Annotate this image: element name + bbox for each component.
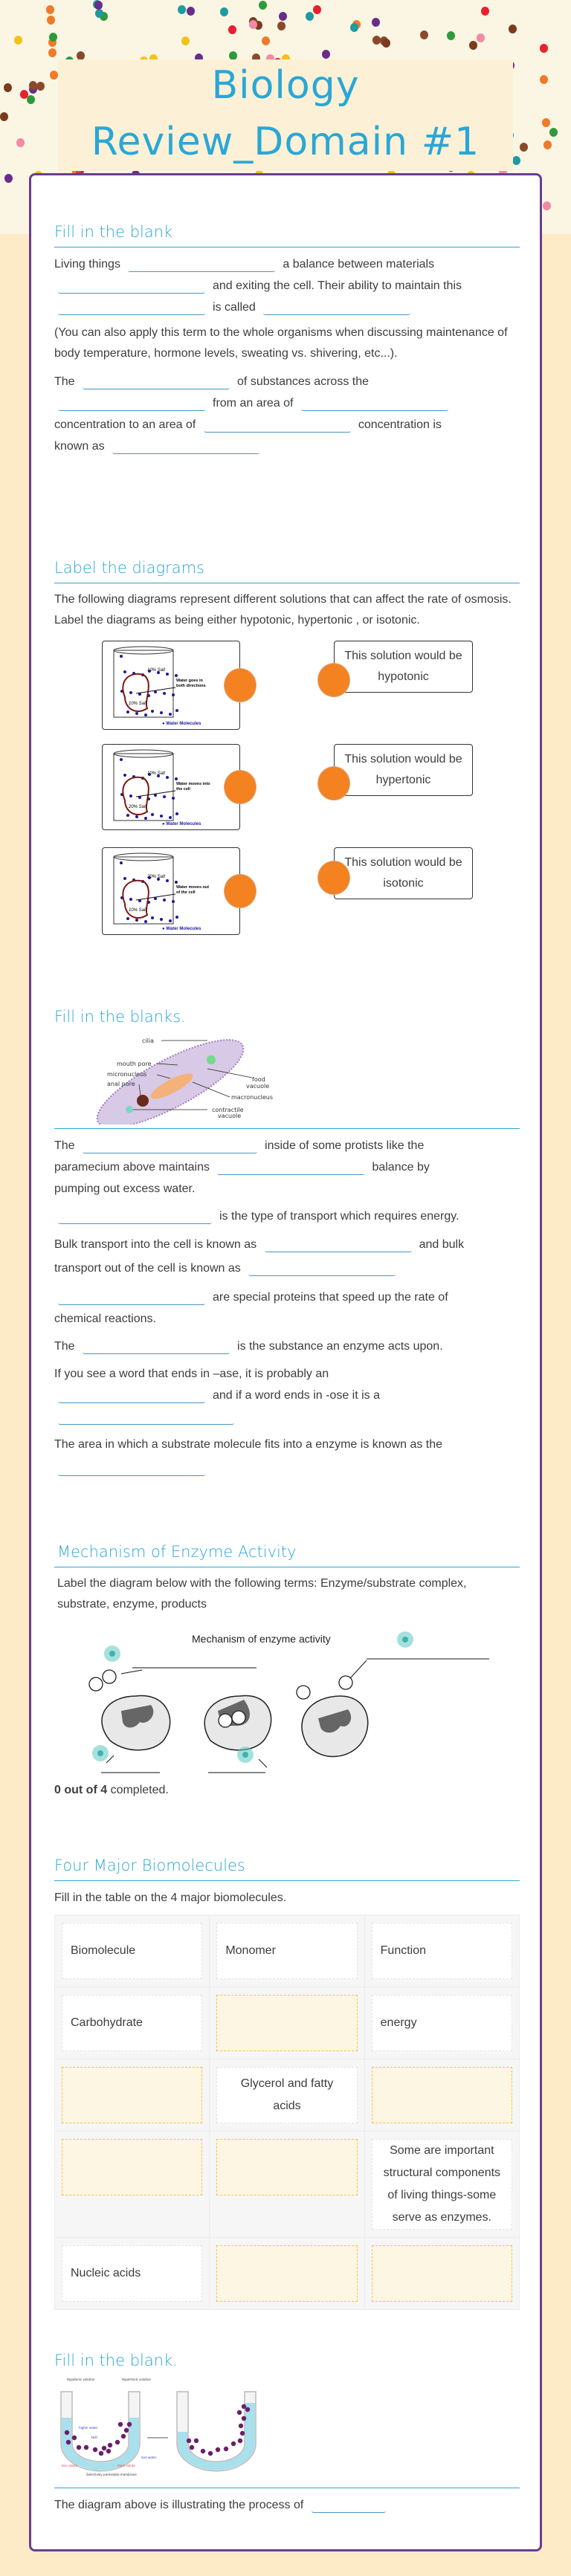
legend-label: ● Water Molecules [162, 927, 201, 931]
section-fill-in-the-blanks [54, 1008, 520, 1479]
drop-zone[interactable] [372, 2067, 512, 2123]
table-cell [210, 2238, 364, 2310]
polka-dot [259, 1, 267, 10]
label-macronucleus: macronucleus [231, 1094, 274, 1101]
polka-dot [520, 143, 528, 152]
text: and exiting the cell. Their ability to maintain this [213, 279, 462, 292]
table-row [55, 2059, 520, 2132]
table-cell [364, 1987, 519, 2059]
section-heading: Fill in the blanks. [54, 1008, 186, 1026]
intro-text: Label the diagram below with the following terms: Enzyme/substrate complex, substrate, enzyme, products [57, 1577, 467, 1611]
osmosis-diagram [102, 847, 240, 935]
polka-dot [187, 7, 195, 16]
label-more-solute: more solute [117, 2464, 135, 2467]
polka-dot [27, 95, 35, 104]
cell-text: Carbohydrate [62, 1995, 202, 2051]
intro-text: Fill in the table on the 4 major biomolecules. [54, 1891, 287, 1904]
text: known as [54, 440, 105, 453]
osmosis-u-tube-diagram [58, 2377, 274, 2481]
biomolecule-table [54, 1915, 520, 2310]
label-vacuole-2: vacuole [218, 1113, 242, 1119]
section-biomolecules [54, 1857, 520, 2310]
drop-zone[interactable] [62, 2067, 202, 2123]
text: concentration to an area of [54, 418, 196, 431]
table-row [55, 1987, 520, 2059]
blank-input[interactable] [58, 1410, 234, 1425]
blank-input[interactable] [58, 1290, 205, 1305]
label-less-water: less water [141, 2456, 157, 2459]
outer-salt-label: 10% Salt [147, 771, 166, 776]
cell-text: Glycerol and fatty acids [216, 2067, 357, 2123]
polka-dot [94, 1, 103, 10]
polka-dot [540, 44, 548, 53]
drop-zone[interactable] [216, 1995, 357, 2051]
diagram-title: Mechanism of enzyme activity [192, 1633, 331, 1645]
blank-input[interactable] [58, 396, 205, 411]
inner-salt-label: 20% Salt [129, 805, 147, 809]
table-row [55, 2238, 520, 2310]
text: a balance between materials [283, 258, 435, 271]
label-hypertonic: Hypertonic solution [122, 2378, 151, 2381]
solute-molecule [77, 2445, 81, 2450]
label-vacuole: vacuole [246, 1083, 270, 1090]
polka-dot [47, 16, 55, 25]
polka-dot [540, 75, 548, 84]
solute-molecule [84, 2445, 88, 2450]
polka-dot [542, 118, 550, 127]
blank-input[interactable] [58, 1209, 212, 1224]
text: Bulk transport into the cell is known as [54, 1238, 257, 1251]
label-text: This solution would be hypotonic [344, 650, 462, 683]
label-contractile: contractile [212, 1107, 244, 1113]
label-hotspot-3[interactable] [92, 1745, 109, 1761]
section-label-diagrams [54, 559, 520, 960]
text: is the substance an enzyme acts upon. [237, 1340, 443, 1353]
polka-dot [181, 36, 190, 45]
solute-molecule [65, 2430, 69, 2435]
drag-hotspot[interactable] [224, 668, 257, 702]
intro-text: The following diagrams represent different solutions that can affect the rate of osmosis. Label the diagrams as being either hypotonic, hypertonic , or isotonic. [54, 593, 512, 627]
label-cilia: cilia [142, 1038, 154, 1044]
table-cell [364, 2238, 519, 2310]
text: The area in which a substrate molecule fits into a enzyme is known as the [54, 1438, 443, 1451]
blank-input[interactable] [312, 2498, 386, 2513]
progress-suffix: completed. [110, 1784, 169, 1796]
table-cell [55, 1915, 210, 1987]
diagram-row [102, 744, 474, 830]
solute-molecule [124, 2428, 129, 2433]
solute-molecule [66, 2440, 71, 2444]
label-hotspot-1[interactable] [104, 1645, 120, 1662]
polka-dot [481, 7, 489, 16]
table-cell [364, 2132, 519, 2238]
polka-dot [4, 174, 13, 183]
page-title [58, 59, 513, 171]
paragraph [54, 371, 520, 457]
paragraph [54, 1287, 520, 1330]
polka-dot [36, 82, 45, 91]
blank-input[interactable] [301, 396, 448, 411]
legend-label: ● Water Molecules [162, 722, 201, 726]
divider [54, 1128, 520, 1129]
blank-input[interactable] [58, 279, 205, 294]
paragraph [54, 253, 520, 318]
text: pumping out excess water. [54, 1182, 196, 1195]
diagram-row [102, 641, 474, 730]
inner-salt-label: 10% Salt [129, 908, 147, 913]
text: transport out of the cell is known as [54, 1262, 241, 1275]
section-heading: Fill in the blank. [54, 2352, 178, 2369]
table-cell [55, 2132, 210, 2238]
table-cell [55, 2059, 210, 2132]
label-micronucleus: micronucleus [107, 1071, 147, 1078]
text: and if a word ends in -ose it is a [213, 1389, 381, 1402]
table-cell [55, 1987, 210, 2059]
polka-dot [477, 33, 485, 42]
paragraph [54, 1363, 520, 1428]
solute-molecule [242, 2404, 246, 2409]
polka-dot [543, 140, 552, 149]
polka-dot [178, 5, 186, 14]
polka-dot [29, 81, 37, 90]
blank-input[interactable] [58, 1388, 205, 1403]
outer-salt-label: 20% Salt [147, 875, 166, 879]
label-mouth-pore: mouth pore [117, 1061, 152, 1067]
polka-dot [350, 23, 358, 32]
blank-input[interactable] [263, 300, 410, 315]
polka-dot [20, 90, 28, 99]
draggable-label[interactable] [334, 847, 473, 899]
blank-input[interactable] [83, 1139, 257, 1153]
solute-molecule [237, 2410, 242, 2415]
solute-molecule [190, 2445, 194, 2450]
blank-input[interactable] [58, 1461, 205, 1476]
label-text: This solution would be hypertonic [344, 753, 462, 786]
polka-dot [46, 5, 54, 14]
polka-dot [469, 41, 477, 50]
table-cell [210, 1915, 364, 1987]
section-heading: Label the diagrams [54, 559, 520, 583]
table-cell [210, 2059, 364, 2132]
paragraph [54, 1434, 520, 1479]
cell-text: Nucleic acids [62, 2245, 202, 2302]
blank-input[interactable] [58, 300, 205, 315]
text: is called [213, 301, 256, 314]
label-connector-dot[interactable] [317, 766, 350, 800]
solute-molecule [216, 2447, 220, 2452]
drop-zone[interactable] [372, 2245, 512, 2302]
solute-molecule [240, 2431, 245, 2436]
polka-dot [0, 112, 8, 121]
label-h2o: H₂O [91, 2436, 97, 2439]
text: balance by [372, 1161, 430, 1174]
label-text: This solution would be isotonic [344, 856, 462, 890]
text: are special proteins that speed up the rate of [213, 1291, 448, 1304]
label-hotspot-4[interactable] [237, 1747, 254, 1763]
text: If you see a word that ends in –ase, it is probably an [54, 1368, 329, 1380]
enzyme-diagram [54, 1622, 500, 1774]
section-heading: Mechanism of Enzyme Activity [54, 1543, 520, 1567]
solute-molecule [99, 2451, 103, 2456]
polka-dot [447, 31, 455, 40]
solute-molecule [194, 2439, 199, 2443]
polka-dot [228, 25, 236, 34]
blank-input[interactable] [112, 439, 259, 454]
arrow-label: Water goes in both directions [176, 679, 206, 688]
osmosis-diagram [102, 641, 240, 730]
text: Living things [54, 258, 120, 271]
polka-dot [277, 22, 286, 30]
table-cell [364, 2059, 519, 2132]
cell-text: Biomolecule [62, 1923, 202, 1979]
label-anal-pore: anal pore [107, 1081, 135, 1087]
solute-molecule [245, 2407, 250, 2412]
polka-dot [48, 48, 57, 57]
table-cell [364, 1915, 519, 1987]
section-enzyme-activity [54, 1543, 520, 1801]
text: The [54, 1340, 75, 1353]
text: and bulk [419, 1238, 465, 1251]
polka-dot [220, 7, 228, 16]
cell-text: Function [372, 1923, 512, 1979]
paramecium-diagram [74, 1032, 297, 1124]
section-fill-in-the-blank [54, 223, 520, 457]
osmosis-diagram [102, 744, 240, 830]
polka-dot [262, 36, 270, 45]
polka-dot [372, 36, 381, 45]
solute-molecule [93, 2447, 97, 2452]
label-hypotonic: Hypotonic solution [67, 2378, 95, 2381]
paragraph [54, 1336, 520, 1357]
solute-molecule [115, 2440, 120, 2444]
worksheet-card [29, 173, 542, 2551]
table-cell [210, 1987, 364, 2059]
progress-count: 0 out of 4 [54, 1784, 108, 1796]
polka-dot [14, 36, 22, 45]
text: chemical reactions. [54, 1313, 156, 1325]
draggable-label[interactable] [334, 744, 473, 796]
diagram-row [102, 847, 474, 935]
title-line-1: Biology [211, 63, 360, 108]
solute-molecule [238, 2439, 242, 2443]
blank-input[interactable] [217, 1160, 364, 1175]
polka-dot [4, 83, 12, 92]
polka-dot [322, 50, 330, 59]
text: The diagram above is illustrating the process of [54, 2499, 304, 2511]
table-row [55, 2132, 520, 2238]
draggable-label[interactable] [334, 641, 473, 693]
solute-molecule [239, 2424, 243, 2428]
solute-molecule [224, 2447, 228, 2451]
label-connector-dot[interactable] [317, 861, 350, 895]
label-less-solute: less solute [62, 2464, 78, 2467]
section-heading: Four Major Biomolecules [54, 1857, 520, 1881]
polka-dot [382, 39, 390, 48]
solute-molecule [127, 2422, 132, 2427]
text: is the type of transport which requires energy. [219, 1210, 459, 1223]
label-connector-dot[interactable] [317, 663, 350, 697]
polka-dot [279, 12, 287, 21]
solute-molecule [208, 2451, 213, 2456]
label-higher-water: higher water [79, 2426, 98, 2430]
section-fill-in-the-blank-2 [54, 2352, 520, 2516]
label-hotspot-2[interactable] [397, 1631, 413, 1648]
arrow-label: Water moves into the cell [176, 782, 212, 792]
polka-dot [16, 138, 25, 147]
text: paramecium above maintains [54, 1161, 210, 1174]
text: concentration is [358, 418, 442, 431]
solute-molecule [121, 2434, 126, 2439]
drop-zone[interactable] [216, 2139, 357, 2195]
legend-label: ● Water Molecules [162, 822, 201, 826]
paragraph [54, 2494, 520, 2516]
solute-molecule [108, 2443, 112, 2447]
label-membrane: Selectively permeable membrane [86, 2473, 137, 2476]
title-line-2: Review_Domain #1 [91, 120, 480, 164]
text: The [54, 1139, 75, 1152]
cell-text: Some are important structural components of living things-some serve as enzymes. [372, 2139, 512, 2230]
polka-dot [512, 156, 520, 165]
polka-dot [543, 201, 551, 210]
table-cell [55, 2238, 210, 2310]
solute-molecule [118, 2422, 123, 2427]
paragraph [54, 1135, 520, 1200]
drag-hotspot[interactable] [224, 874, 257, 908]
table-cell [210, 2132, 364, 2238]
polka-dot [372, 18, 380, 27]
label-food: food [252, 1076, 265, 1083]
blank-input[interactable] [128, 257, 275, 272]
solute-molecule [187, 2439, 191, 2443]
text: from an area of [213, 397, 294, 410]
blank-input[interactable] [265, 1237, 412, 1252]
solute-molecule [72, 2436, 77, 2440]
note-text: (You can also apply this term to the whole organisms when discussing maintenance of body temperature, hormone levels, sweating vs. shivering, etc...). [54, 326, 508, 360]
polka-dot [306, 12, 314, 21]
polka-dot [95, 9, 103, 18]
inner-salt-label: 10% Salt [129, 702, 147, 706]
drop-zone[interactable] [216, 2245, 357, 2302]
solute-molecule [201, 2449, 205, 2453]
solute-molecule [102, 2446, 106, 2450]
text: of substances across the [237, 375, 370, 388]
paragraph [54, 1206, 520, 1227]
polka-dot [549, 128, 558, 137]
blank-input[interactable] [204, 418, 351, 433]
polka-dot [509, 25, 517, 33]
text: inside of some protists like the [265, 1139, 425, 1152]
polka-dot [249, 20, 257, 29]
solute-molecule [242, 2416, 246, 2421]
polka-dot [50, 71, 58, 80]
text: The [54, 375, 75, 388]
blank-input[interactable] [248, 1261, 396, 1276]
drop-zone[interactable] [62, 2139, 202, 2195]
section-heading: Fill in the blank [54, 223, 520, 247]
cell-text: Monomer [216, 1923, 357, 1979]
cell-text: energy [372, 1995, 512, 2051]
drag-hotspot[interactable] [224, 770, 257, 804]
progress-text [54, 1779, 520, 1801]
blank-input[interactable] [83, 1339, 230, 1354]
solute-molecule [106, 2449, 111, 2453]
arrow-label: Water moves out of the cell [176, 885, 210, 895]
outer-salt-label: 10% Salt [147, 668, 166, 673]
paragraph [54, 1233, 520, 1281]
blank-input[interactable] [83, 375, 230, 389]
polka-dot [49, 33, 57, 42]
table-header-row [55, 1915, 520, 1987]
solute-molecule [231, 2441, 236, 2446]
polka-dot [420, 30, 428, 39]
polka-dot [313, 5, 321, 14]
